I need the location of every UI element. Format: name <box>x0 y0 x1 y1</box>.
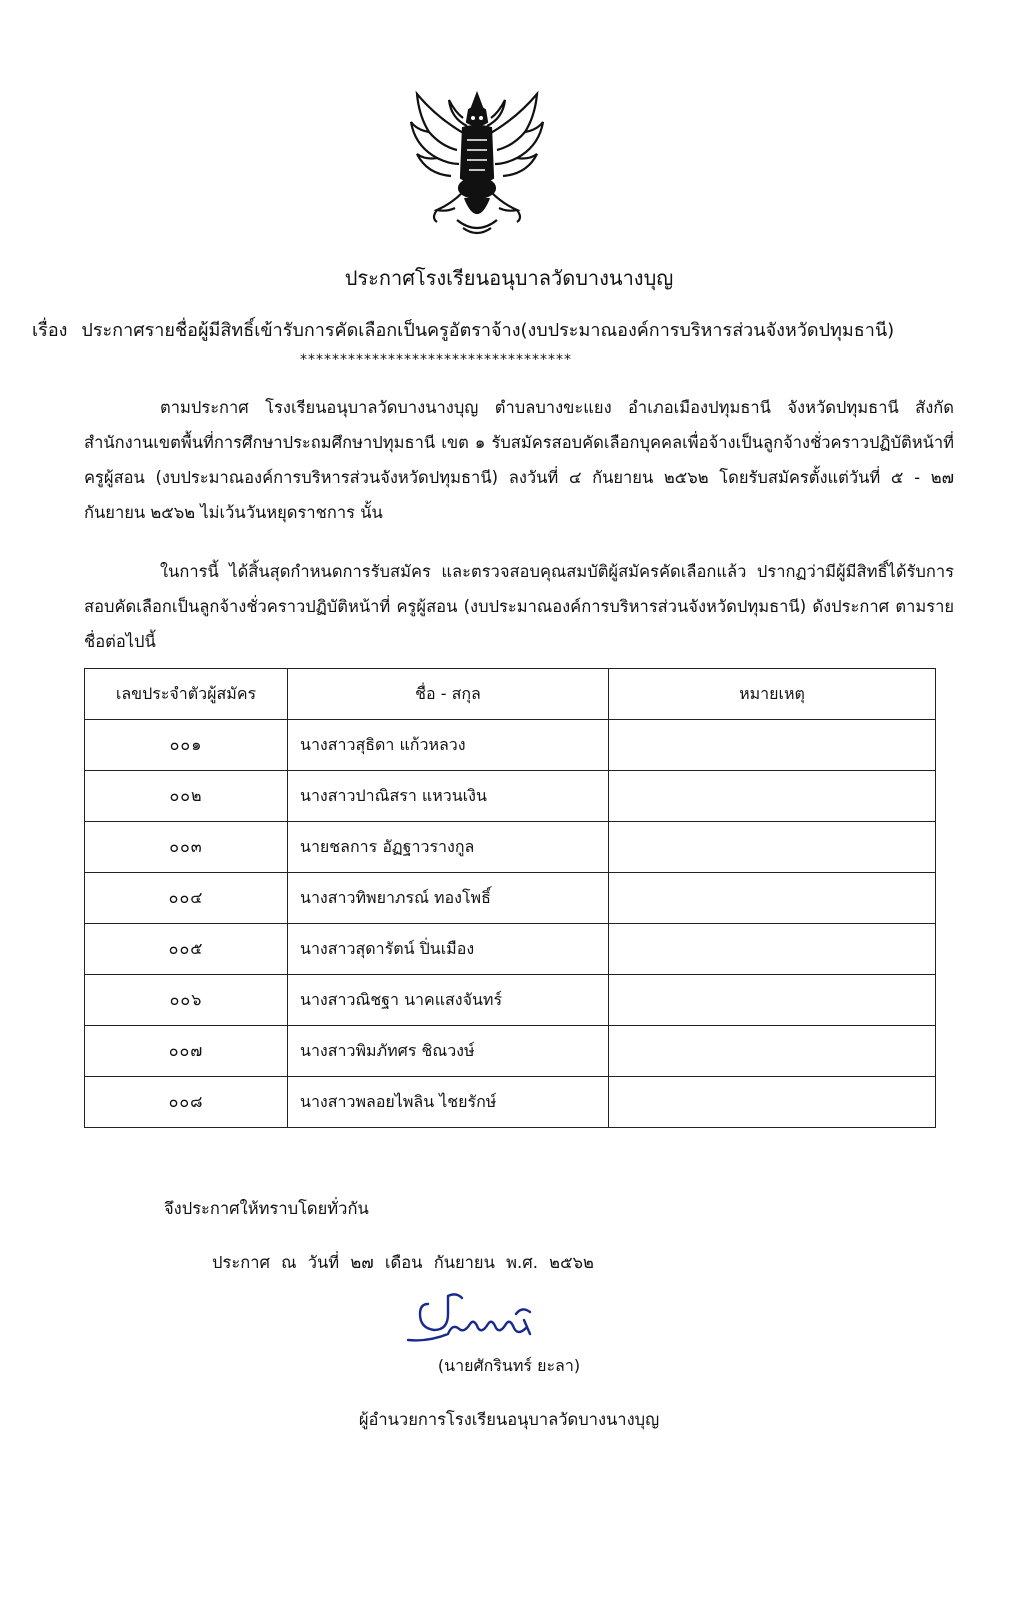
announcement-date: ประกาศ ณ วันที่ ๒๗ เดือน กันยายน พ.ศ. ๒๕๖๒ <box>212 1253 594 1272</box>
table-row <box>85 1077 936 1128</box>
applicant-note <box>609 822 936 873</box>
applicant-name: นางสาวพิมภัทศร ชิณวงษ์ <box>288 1026 609 1077</box>
applicant-name: นางสาวพลอยไพลิน ไชยรักษ์ <box>288 1077 609 1128</box>
applicant-note <box>609 771 936 822</box>
subject-label: เรื่อง <box>32 320 68 341</box>
garuda-emblem-icon <box>407 88 547 238</box>
applicant-note <box>609 720 936 771</box>
applicant-note <box>609 1026 936 1077</box>
applicant-name: นางสาวปาณิสรา แหวนเงิน <box>288 771 609 822</box>
applicant-name: นางสาวณิชฐา นาคแสงจันทร์ <box>288 975 609 1026</box>
body-paragraph-2: ในการนี้ ได้สิ้นสุดกำหนดการรับสมัคร และตรวจสอบคุณสมบัติผู้สมัครคัดเลือกแล้ว ปรากฏว่ามีผู้มีสิทธิ์ได้รับการสอบคัดเลือกเป็นลูกจ้างชั่วคราวปฏิบัติหน้าที่ ครูผู้สอน (งบประมาณองค์การบริหารส่วนจังหวัดปทุมธานี) ดังประกาศ ตามรายชื่อต่อไปนี้ <box>84 562 954 651</box>
applicant-note <box>609 924 936 975</box>
applicant-id: ๐๐๕ <box>85 924 288 975</box>
table-row <box>85 873 936 924</box>
table-header-row <box>85 669 936 720</box>
applicant-id: ๐๐๔ <box>85 873 288 924</box>
applicant-id: ๐๐๓ <box>85 822 288 873</box>
column-header-remarks: หมายเหตุ <box>609 669 936 720</box>
subject-line <box>32 315 894 344</box>
table-row <box>85 975 936 1026</box>
signer-name: (นายศักรินทร์ ยะลา) <box>437 1356 581 1375</box>
applicant-note <box>609 1077 936 1128</box>
applicant-note <box>609 975 936 1026</box>
signer-title: ผู้อำนวยการโรงเรียนอนุบาลวัดบางนางบุญ <box>358 1410 660 1429</box>
column-header-applicant-id: เลขประจำตัวผู้สมัคร <box>85 669 288 720</box>
table-row <box>85 720 936 771</box>
applicant-name: นางสาวสุธิดา แก้วหลวง <box>288 720 609 771</box>
table-row <box>85 924 936 975</box>
applicant-name: นางสาวทิพยาภรณ์ ทองโพธิ์ <box>288 873 609 924</box>
table-row <box>85 771 936 822</box>
applicants-table <box>84 668 936 1128</box>
column-header-full-name: ชื่อ - สกุล <box>288 669 609 720</box>
table-row <box>85 822 936 873</box>
announcement-title: ประกาศโรงเรียนอนุบาลวัดบางนางบุญ <box>344 266 674 290</box>
closing-statement: จึงประกาศให้ทราบโดยทั่วกัน <box>164 1199 369 1218</box>
applicant-note <box>609 873 936 924</box>
applicant-id: ๐๐๖ <box>85 975 288 1026</box>
divider-stars: ********************************** <box>300 352 572 368</box>
applicant-id: ๐๐๒ <box>85 771 288 822</box>
applicant-name: นายชลการ อัฏฐาวรางกูล <box>288 822 609 873</box>
applicant-name: นางสาวสุดารัตน์ ปิ่นเมือง <box>288 924 609 975</box>
signature-image <box>398 1284 548 1356</box>
subject-text: ประกาศรายชื่อผู้มีสิทธิ์เข้ารับการคัดเลือกเป็นครูอัตราจ้าง(งบประมาณองค์การบริหารส่วนจังหวัดปทุมธานี) <box>81 320 895 341</box>
body-paragraph-1: ตามประกาศ โรงเรียนอนุบาลวัดบางนางบุญ ตำบลบางขะแยง อำเภอเมืองปทุมธานี จังหวัดปทุมธานี สังกัดสำนักงานเขตพื้นที่การศึกษาประถมศึกษาปทุมธานี เขต ๑ รับสมัครสอบคัดเลือกบุคคลเพื่อจ้างเป็นลูกจ้างชั่วคราวปฏิบัติหน้าที่ ครูผู้สอน (งบประมาณองค์การบริหารส่วนจังหวัดปทุมธานี) ลงวันที่ ๔ กันยายน ๒๕๖๒ โดยรับสมัครตั้งแต่วันที่ ๕ - ๒๗ กันยายน ๒๕๖๒ ไม่เว้นวันหยุดราชการ นั้น <box>84 398 954 522</box>
applicant-id: ๐๐๑ <box>85 720 288 771</box>
applicant-id: ๐๐๗ <box>85 1026 288 1077</box>
table-row <box>85 1026 936 1077</box>
applicant-id: ๐๐๘ <box>85 1077 288 1128</box>
